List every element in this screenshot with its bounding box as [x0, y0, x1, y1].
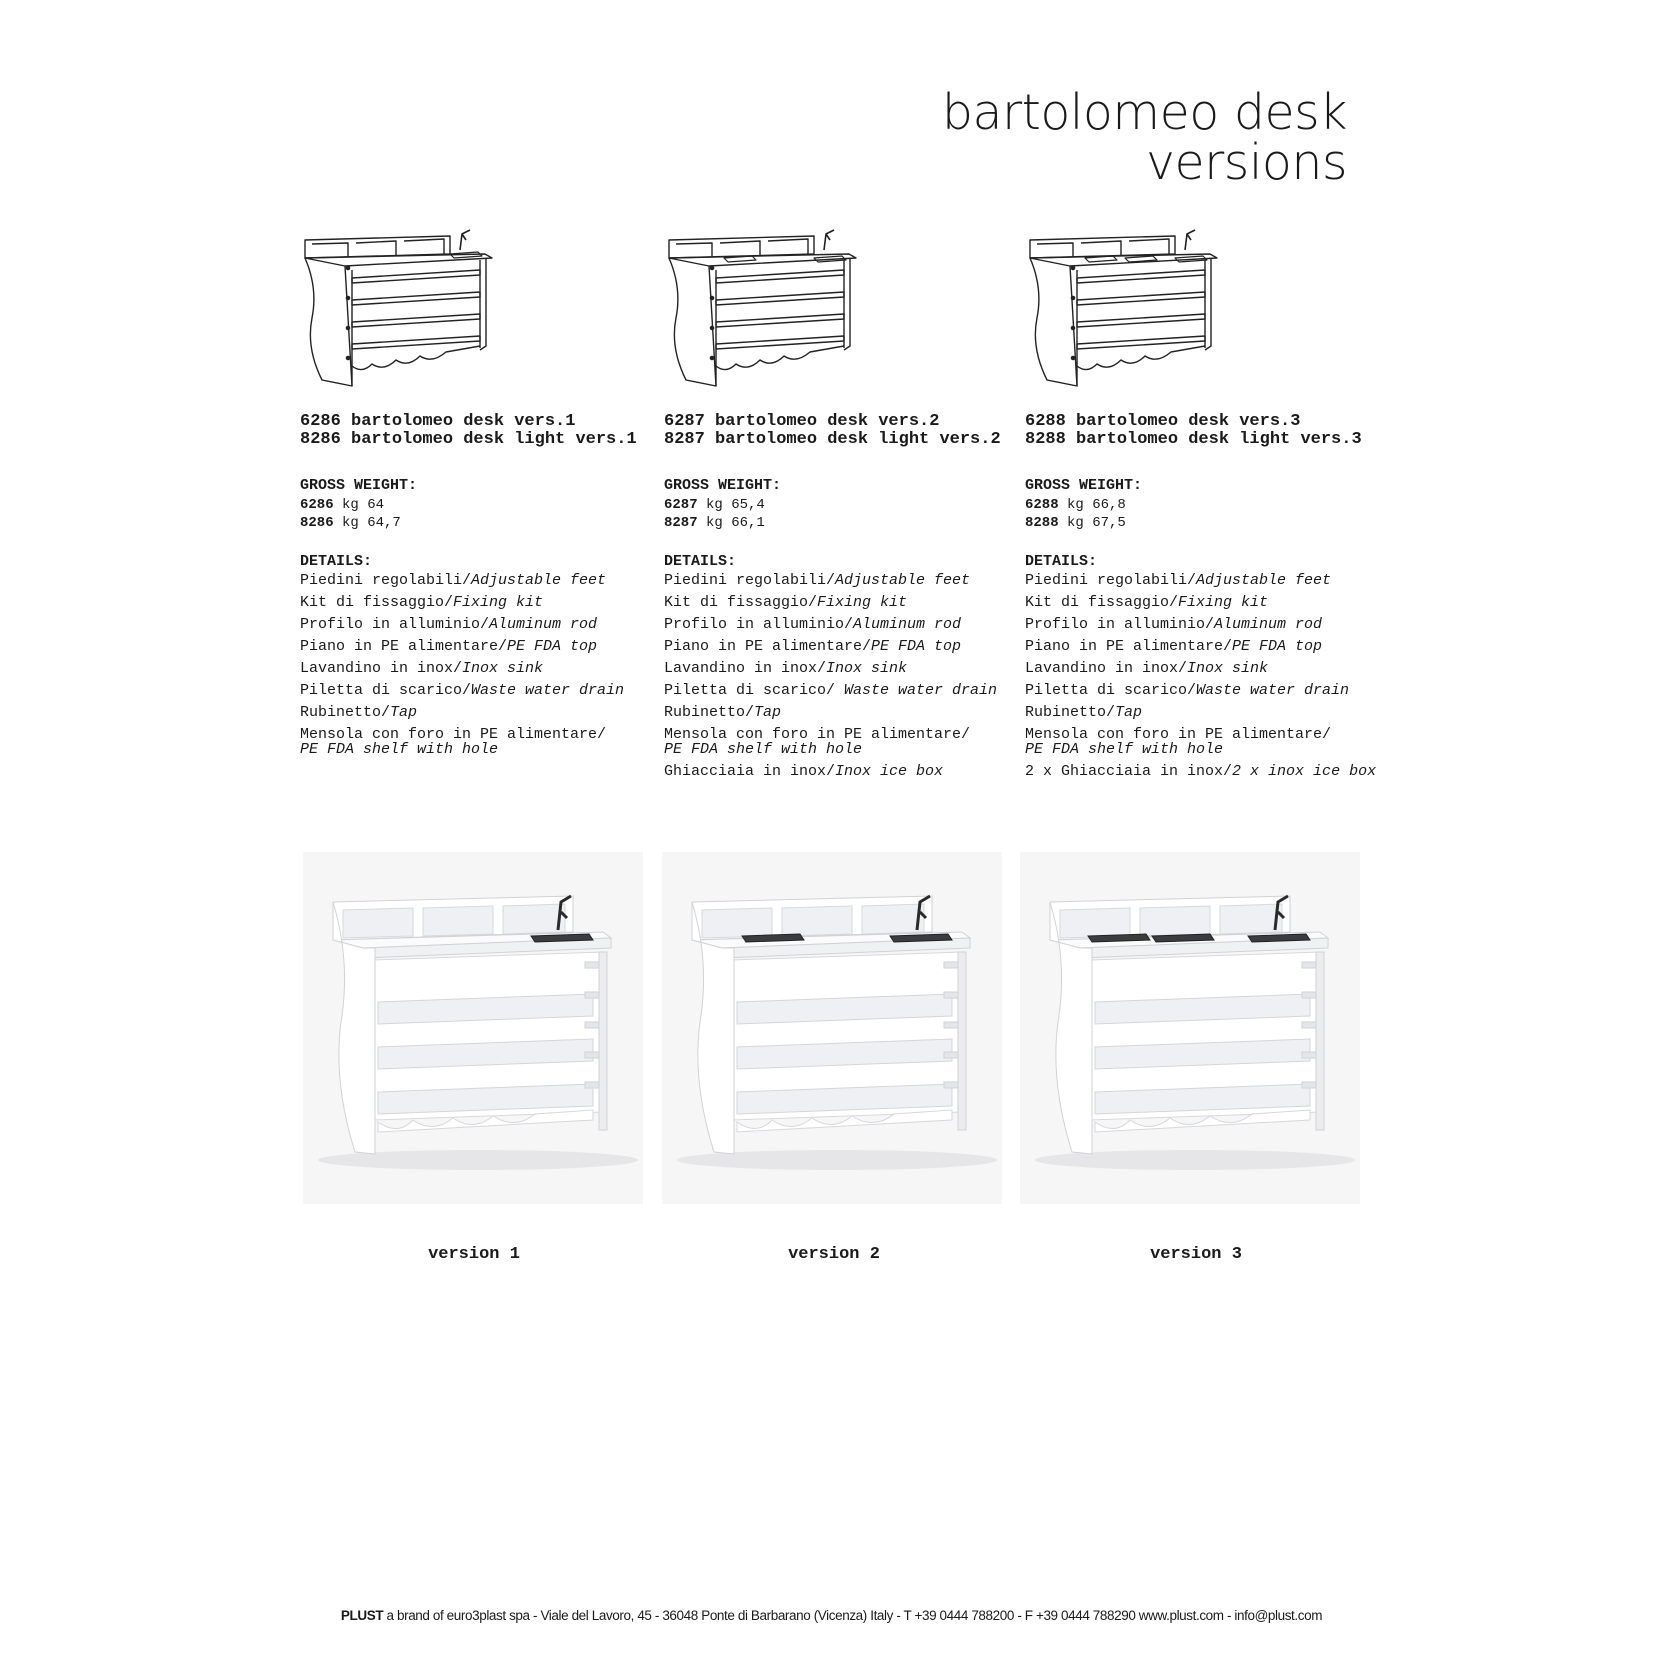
detail-italian: Kit di fissaggio/: [1025, 594, 1179, 611]
caption-version-3: version 3: [1150, 1245, 1242, 1264]
detail-english: Fixing kit: [817, 594, 908, 611]
details-label: DETAILS:: [300, 553, 373, 570]
detail-english: Adjustable feet: [1196, 572, 1332, 589]
title-line-1: bartolomeo desk: [941, 84, 1347, 141]
detail-item: [664, 705, 1034, 720]
version-column-3: [1025, 228, 1395, 786]
detail-english: Adjustable feet: [471, 572, 607, 589]
weight-row: [300, 515, 670, 531]
detail-italian: Piletta di scarico/: [300, 682, 472, 699]
product-code-line: 8287 bartolomeo desk light vers.2: [664, 430, 1001, 449]
details-label: DETAILS:: [664, 553, 737, 570]
detail-italian: Lavandino in inox/: [1025, 660, 1188, 677]
detail-item: [1025, 727, 1395, 757]
product-code-line: 8286 bartolomeo desk light vers.1: [300, 430, 637, 449]
detail-english: Aluminum rod: [853, 616, 962, 633]
detail-english: Inox sink: [826, 660, 908, 677]
detail-italian: Profilo in alluminio/: [1025, 616, 1215, 633]
desk-line-drawing: [664, 228, 864, 393]
product-codes: [1025, 413, 1395, 449]
detail-english: 2 x inox ice box: [1232, 763, 1377, 780]
detail-italian: 2 x Ghiacciaia in inox/: [1025, 763, 1233, 780]
detail-italian: Piedini regolabili/: [300, 572, 472, 589]
detail-english: PE FDA shelf with hole: [1025, 741, 1224, 758]
detail-italian: Piano in PE alimentare/: [1025, 638, 1233, 655]
weight-code: 6286: [300, 497, 334, 513]
weight-row: [664, 497, 1034, 513]
detail-english: Tap: [754, 704, 782, 721]
detail-item: [664, 727, 1034, 757]
detail-english: PE FDA top: [507, 638, 598, 655]
footer-text: a brand of euro3plast spa - Viale del Lavoro, 45 - 36048 Ponte di Barbarano (Vicenza) Italy - T +39 0444 788200 - F +39 0444 788290 www.plust.com - info@plust.com: [383, 1608, 1323, 1623]
detail-english: Tap: [390, 704, 418, 721]
details-label: DETAILS:: [1025, 553, 1098, 570]
detail-english: Inox ice box: [835, 763, 944, 780]
caption-version-1: version 1: [428, 1245, 520, 1264]
product-code-line: 8288 bartolomeo desk light vers.3: [1025, 430, 1362, 449]
detail-italian: Kit di fissaggio/: [664, 594, 818, 611]
weight-row: [664, 515, 1034, 531]
detail-item: [664, 661, 1034, 676]
version-column-2: [664, 228, 1034, 786]
detail-item: [300, 595, 670, 610]
product-photo-version-2: [662, 852, 1002, 1204]
detail-english: Waste water drain: [844, 682, 998, 699]
weight-row: [1025, 497, 1395, 513]
detail-item: [300, 639, 670, 654]
detail-italian: Rubinetto/: [1025, 704, 1116, 721]
detail-italian: Piletta di scarico/: [1025, 682, 1197, 699]
detail-english: PE FDA shelf with hole: [300, 741, 499, 758]
weight-row: [1025, 515, 1395, 531]
detail-item: [664, 764, 1034, 779]
version-column-1: [300, 228, 670, 764]
detail-english: PE FDA shelf with hole: [664, 741, 863, 758]
detail-item: [664, 683, 1034, 698]
detail-italian: Ghiacciaia in inox/: [664, 763, 836, 780]
detail-english: Adjustable feet: [835, 572, 971, 589]
detail-item: [1025, 595, 1395, 610]
desk-photo-illustration: [1020, 852, 1360, 1204]
footer: [0, 1608, 1663, 1623]
weight-code: 8286: [300, 515, 334, 531]
detail-item: [664, 573, 1034, 588]
detail-italian: Kit di fissaggio/: [300, 594, 454, 611]
detail-english: Inox sink: [462, 660, 544, 677]
footer-brand: PLUST: [340, 1608, 384, 1623]
detail-italian: Rubinetto/: [664, 704, 755, 721]
title-line-2: versions: [1146, 134, 1347, 191]
detail-italian: Piano in PE alimentare/: [300, 638, 508, 655]
product-photo-version-3: [1020, 852, 1360, 1204]
gross-weight-label: GROSS WEIGHT:: [300, 477, 418, 494]
detail-italian: Profilo in alluminio/: [300, 616, 490, 633]
weight-code: 8288: [1025, 515, 1059, 531]
page-title: [941, 84, 1347, 191]
detail-english: Waste water drain: [1196, 682, 1350, 699]
detail-italian: Profilo in alluminio/: [664, 616, 854, 633]
caption-version-2: version 2: [788, 1245, 880, 1264]
detail-item: [300, 573, 670, 588]
product-code-line: 6286 bartolomeo desk vers.1: [300, 412, 576, 431]
detail-italian: Mensola con foro in PE alimentare/: [1025, 726, 1332, 743]
detail-item: [300, 727, 670, 757]
product-code-line: 6287 bartolomeo desk vers.2: [664, 412, 940, 431]
detail-item: [1025, 705, 1395, 720]
detail-italian: Piedini regolabili/: [1025, 572, 1197, 589]
detail-italian: Lavandino in inox/: [664, 660, 827, 677]
product-photo-version-1: [303, 852, 643, 1204]
weight-value: kg 64,7: [342, 515, 401, 531]
detail-italian: Rubinetto/: [300, 704, 391, 721]
gross-weight-label: GROSS WEIGHT:: [664, 477, 782, 494]
detail-italian: Lavandino in inox/: [300, 660, 463, 677]
weight-value: kg 64: [342, 497, 385, 513]
weight-value: kg 66,1: [706, 515, 765, 531]
details-list: [1025, 573, 1395, 779]
product-codes: [664, 413, 1034, 449]
desk-line-drawing: [300, 228, 500, 393]
detail-item: [1025, 617, 1395, 632]
weight-code: 6287: [664, 497, 698, 513]
gross-weight-label: GROSS WEIGHT:: [1025, 477, 1143, 494]
weight-code: 6288: [1025, 497, 1059, 513]
details-list: [300, 573, 670, 757]
detail-english: Fixing kit: [1178, 594, 1269, 611]
detail-item: [664, 617, 1034, 632]
detail-italian: Piano in PE alimentare/: [664, 638, 872, 655]
detail-english: Waste water drain: [471, 682, 625, 699]
detail-english: Aluminum rod: [489, 616, 598, 633]
weight-value: kg 65,4: [706, 497, 765, 513]
detail-item: [1025, 573, 1395, 588]
detail-english: PE FDA top: [1232, 638, 1323, 655]
detail-italian: Mensola con foro in PE alimentare/: [300, 726, 607, 743]
details-list: [664, 573, 1034, 779]
desk-photo-illustration: [303, 852, 643, 1204]
weight-row: [300, 497, 670, 513]
detail-italian: Mensola con foro in PE alimentare/: [664, 726, 971, 743]
detail-english: Aluminum rod: [1214, 616, 1323, 633]
detail-english: Inox sink: [1187, 660, 1269, 677]
detail-english: PE FDA top: [871, 638, 962, 655]
detail-item: [1025, 764, 1395, 779]
detail-english: Fixing kit: [453, 594, 544, 611]
detail-item: [300, 617, 670, 632]
weight-code: 8287: [664, 515, 698, 531]
detail-italian: Piletta di scarico/: [664, 682, 845, 699]
weight-value: kg 67,5: [1067, 515, 1126, 531]
detail-item: [664, 595, 1034, 610]
detail-item: [300, 705, 670, 720]
detail-item: [1025, 683, 1395, 698]
detail-item: [664, 639, 1034, 654]
desk-photo-illustration: [662, 852, 1002, 1204]
detail-italian: Piedini regolabili/: [664, 572, 836, 589]
detail-item: [1025, 661, 1395, 676]
product-code-line: 6288 bartolomeo desk vers.3: [1025, 412, 1301, 431]
weight-value: kg 66,8: [1067, 497, 1126, 513]
detail-item: [1025, 639, 1395, 654]
product-codes: [300, 413, 670, 449]
detail-english: Tap: [1115, 704, 1143, 721]
detail-item: [300, 683, 670, 698]
detail-item: [300, 661, 670, 676]
desk-line-drawing: [1025, 228, 1225, 393]
